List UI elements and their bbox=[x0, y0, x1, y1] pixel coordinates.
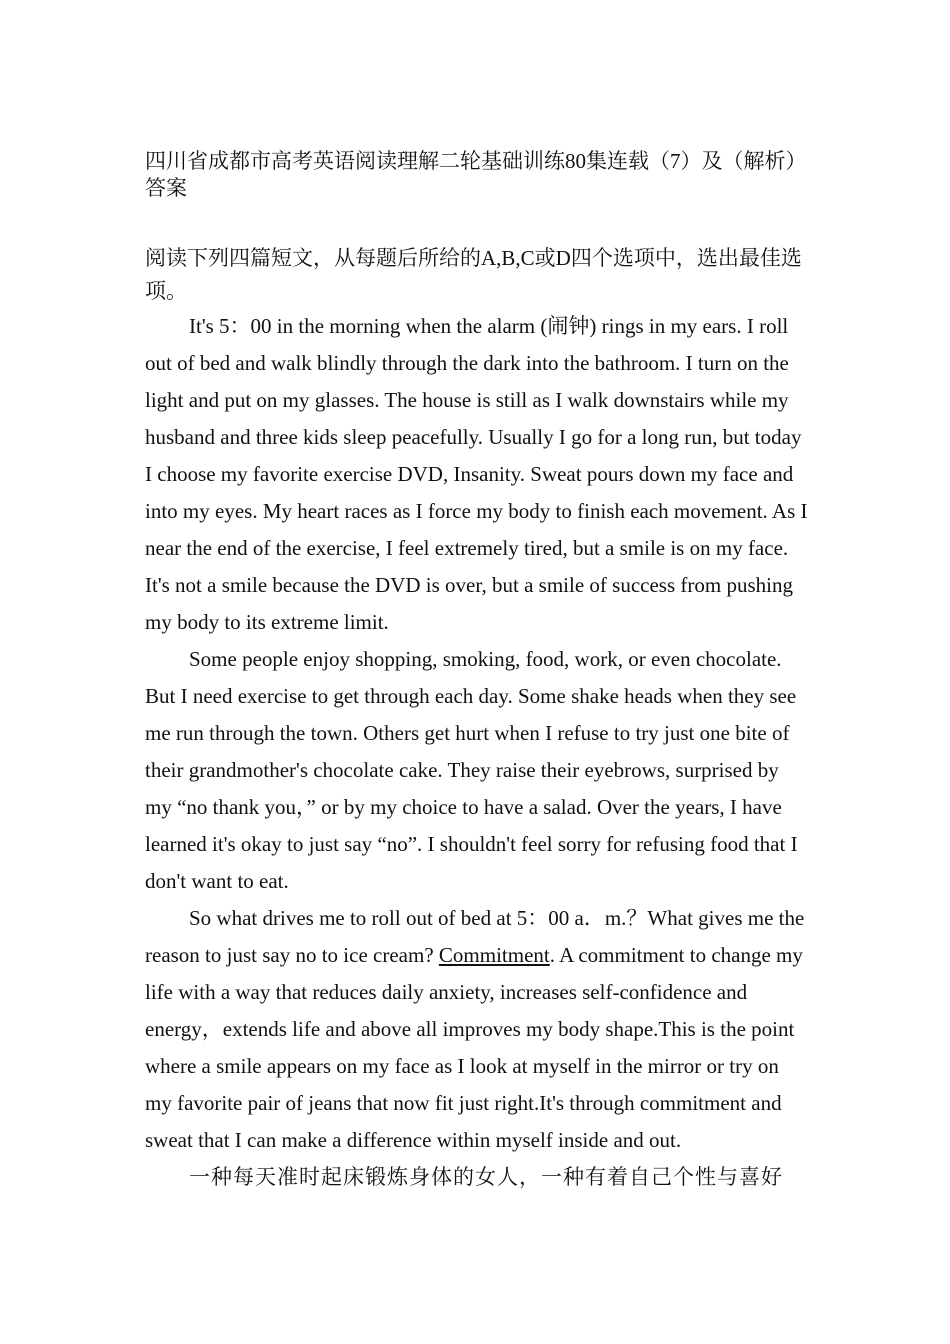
paragraph-3-text-before: So what drives me to roll out of bed at 5：00 a．m.？What gives me the reason to just say no to ice cream? bbox=[145, 906, 805, 967]
chinese-summary-line: 一种每天准时起床锻炼身体的女人，一种有着自己个性与喜好 bbox=[189, 1165, 783, 1189]
passage-paragraph-3 bbox=[145, 900, 810, 1159]
paragraph-3-text-after: . A commitment to change my life with a way that reduces daily anxiety, increases self-confidence and energy，extends life and above all improves my body shape.This is the point where a smile appears on my face as I look at myself in the mirror or try on my favorite pair of jeans that now fit just right.It's through commitment and sweat that I can make a difference within myself inside and out. bbox=[145, 943, 803, 1152]
instructions: 阅读下列四篇短文，从每题后所给的A,B,C或D四个选项中，选出最佳选项。 bbox=[145, 246, 802, 303]
document-title: 四川省成都市高考英语阅读理解二轮基础训练80集连载（7）及（解析）答案 bbox=[145, 149, 807, 200]
passage-paragraph-1: It's 5：00 in the morning when the alarm (闹钟) rings in my ears. I roll out of bed and walk blindly through the dark into the bathroom. I turn on the light and put on my glasses. The house is still as I walk downstairs while my husband and three kids sleep peacefully. Usually I go for a long run, but today I choose my favorite exercise DVD, Insanity. Sweat pours down my face and into my eyes. My heart races as I force my body to finish each movement. As I near the end of the exercise, I feel extremely tired, but a smile is on my face. It's not a smile because the DVD is over, but a smile of success from pushing my body to its extreme limit. bbox=[145, 314, 808, 634]
passage-paragraph-2: Some people enjoy shopping, smoking, food, work, or even chocolate. But I need exercise to get through each day. Some shake heads when they see me run through the town. Others get hurt when I refuse to try just one bite of their grandmother's chocolate cake. They raise their eyebrows, surprised by my “no thank you，” or by my choice to have a salad. Over the years, I have learned it's okay to just say “no”. I shouldn't feel sorry for refusing food that I don't want to eat. bbox=[145, 647, 798, 893]
underlined-word-commitment: Commitment bbox=[438, 943, 550, 967]
document-page bbox=[145, 148, 810, 1196]
